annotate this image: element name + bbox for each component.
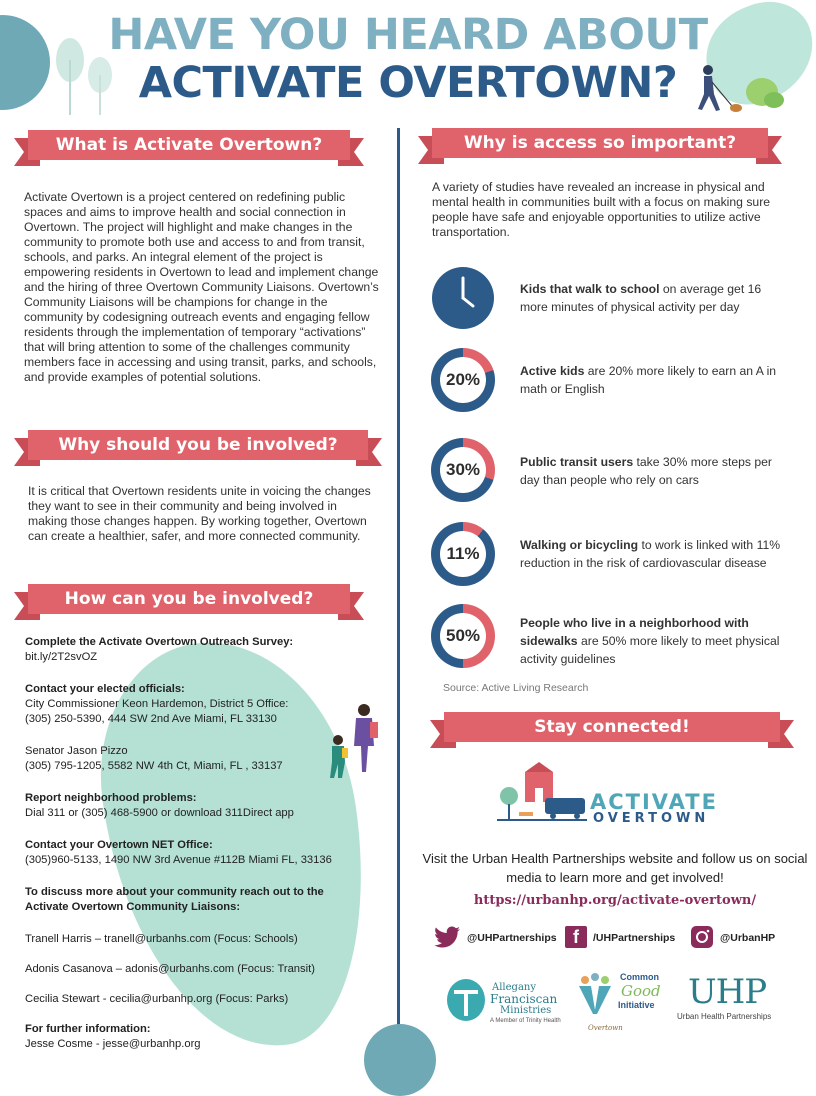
twitter-icon[interactable] bbox=[433, 926, 461, 950]
section-heading-why: Why should you be involved? bbox=[28, 430, 368, 460]
activate-overtown-logo-line2: OVERTOWN bbox=[593, 811, 710, 826]
official1-line1: City Commissioner Keon Hardemon, District 5 Office: bbox=[25, 698, 289, 710]
page-title-line2: ACTIVATE OVERTOWN? bbox=[138, 58, 678, 108]
facebook-icon[interactable]: f bbox=[565, 926, 587, 948]
uhp-logo-text: UHP bbox=[688, 972, 767, 1012]
allegany-line1: Allegany bbox=[492, 982, 536, 993]
stat-item-4 bbox=[428, 522, 798, 588]
liaison-1[interactable]: Tranell Harris – tranell@urbanhs.com (Focus: Schools) bbox=[25, 933, 298, 945]
column-divider bbox=[397, 128, 400, 1056]
stat-rest-4: to work is linked with 11% reduction in the risk of cardiovascular disease bbox=[520, 538, 781, 570]
section-heading-stay: Stay connected! bbox=[444, 712, 780, 742]
liaisons-title-2: Activate Overtown Community Liaisons: bbox=[25, 901, 241, 913]
officials-title: Contact your elected officials: bbox=[25, 683, 185, 695]
common-good-initiative-logo-mark bbox=[575, 972, 615, 1014]
stat-item-3 bbox=[428, 438, 798, 504]
official2-line2: (305) 795-1205, 5582 NW 4th Ct, Miami, FL , 33137 bbox=[25, 760, 283, 772]
access-body-text: A variety of studies have revealed an increase in physical and mental health in communities built with a focus on making sure people have safe and enjoyable opportunities to utilize active transportation. bbox=[432, 180, 771, 239]
stat-item-2 bbox=[428, 348, 798, 414]
section-ribbon-how bbox=[14, 584, 364, 620]
problems-title: Report neighborhood problems: bbox=[25, 792, 197, 804]
percent-ring-50 bbox=[431, 604, 495, 668]
percent-label-50: 50% bbox=[440, 613, 486, 659]
stat-item-5 bbox=[428, 604, 798, 670]
instagram-handle[interactable]: @UrbanHP bbox=[720, 932, 776, 944]
stat-text-5 bbox=[520, 614, 790, 668]
liaisons-title-1: To discuss more about your community reach out to the bbox=[25, 886, 324, 898]
stat-text-3 bbox=[520, 453, 790, 489]
stat-bold-2: Active kids bbox=[520, 364, 585, 378]
allegany-line2: Franciscan bbox=[490, 992, 558, 1006]
stat-bold-3: Public transit users bbox=[520, 455, 634, 469]
stat-rest-2: are 20% more likely to earn an A in math or English bbox=[520, 364, 777, 396]
section-heading-how: How can you be involved? bbox=[28, 584, 350, 614]
stat-bold-1: Kids that walk to school bbox=[520, 282, 660, 296]
what-body-text: Activate Overtown is a project centered on redefining public spaces and aims to improve health and social connection in Overtown. The project will highlight and make changes in the community to promote both use and access to and from transit, schools, and parks. An integral element of the project is empowering residents in Overtown to lead and implement change and the hiring of three Overtown Community Liaisons. Overtown’s Community Liaisons will be champions for change in the community by codesigning outreach events and engaging fellow residents through the implementation of temporary “activations” that will bring attention to some of the challenges community members face in accessing and using transit, parks, and schools, and provide examples of potential solutions. bbox=[24, 190, 379, 384]
stat-rest-5: are 50% more likely to meet physical activity guidelines bbox=[520, 634, 780, 666]
why-body-text: It is critical that Overtown residents unite in voicing the changes they want to see in their community and being involved in making those changes happen. By working together, Overtown can create a healthier, safer, and more connected community. bbox=[28, 484, 371, 543]
section-ribbon-what bbox=[14, 130, 364, 166]
net-title: Contact your Overtown NET Office: bbox=[25, 839, 213, 851]
allegany-sub: A Member of Trinity Health bbox=[490, 1018, 561, 1024]
section-ribbon-why bbox=[14, 430, 382, 466]
cgi-sub: Overtown bbox=[588, 1024, 623, 1032]
facebook-handle[interactable]: /UHPartnerships bbox=[593, 932, 676, 944]
net-body: (305)960-5133, 1490 NW 3rd Avenue #112B Miami FL, 33136 bbox=[25, 854, 332, 866]
section-heading-what: What is Activate Overtown? bbox=[28, 130, 350, 160]
liaison-2[interactable]: Adonis Casanova – adonis@urbanhs.com (Focus: Transit) bbox=[25, 963, 315, 975]
percent-label-11: 11% bbox=[440, 531, 486, 577]
further-body[interactable]: Jesse Cosme - jesse@urbanhp.org bbox=[25, 1038, 201, 1050]
stat-text-2 bbox=[520, 362, 790, 398]
stat-bold-4: Walking or bicycling bbox=[520, 538, 639, 552]
allegany-franciscan-logo-mark bbox=[446, 978, 486, 1022]
uhp-logo-sub: Urban Health Partnerships bbox=[677, 1012, 772, 1021]
instagram-icon[interactable] bbox=[690, 925, 714, 949]
stat-rest-1: on average get 16 more minutes of physical activity per day bbox=[520, 282, 762, 314]
section-ribbon-stay bbox=[430, 712, 794, 748]
page-title-line1: HAVE YOU HEARD ABOUT bbox=[108, 10, 708, 60]
problems-body: Dial 311 or (305) 468-5900 or download 311Direct app bbox=[25, 807, 294, 819]
stat-text-4 bbox=[520, 536, 790, 572]
survey-link[interactable]: bit.ly/2T2svOZ bbox=[25, 651, 98, 663]
percent-label-30: 30% bbox=[440, 447, 486, 493]
liaison-3[interactable]: Cecilia Stewart - cecilia@urbanhp.org (Focus: Parks) bbox=[25, 993, 289, 1005]
stat-text-1 bbox=[520, 280, 790, 316]
stat-rest-3: take 30% more steps per day than people who rely on cars bbox=[520, 455, 772, 487]
twitter-handle[interactable]: @UHPartnerships bbox=[467, 932, 557, 944]
percent-ring-20 bbox=[431, 348, 495, 412]
activate-overtown-logo-graphic bbox=[497, 758, 587, 826]
stat-item-1 bbox=[428, 266, 798, 332]
how-contact-block bbox=[25, 635, 385, 1052]
percent-label-20: 20% bbox=[440, 357, 486, 403]
source-note: Source: Active Living Research bbox=[443, 682, 589, 694]
cgi-line2: Good bbox=[621, 982, 661, 1000]
percent-ring-11 bbox=[431, 522, 495, 586]
further-title: For further information: bbox=[25, 1023, 151, 1035]
official1-line2: (305) 250-5390, 444 SW 2nd Ave Miami, FL 33130 bbox=[25, 713, 277, 725]
decorative-circle-bottom bbox=[364, 1024, 436, 1096]
cgi-line3: Initiative bbox=[618, 1000, 655, 1010]
cgi-line1: Common bbox=[620, 972, 659, 982]
visit-text: Visit the Urban Health Partnerships website and follow us on social media to learn more and get involved! bbox=[422, 851, 808, 885]
percent-ring-30 bbox=[431, 438, 495, 502]
stat-bold-5: People who live in a neighborhood with sidewalks bbox=[520, 616, 749, 648]
allegany-line3: Ministries bbox=[500, 1005, 552, 1016]
activate-overtown-logo-line1: ACTIVATE bbox=[590, 790, 718, 814]
clock-icon bbox=[431, 266, 495, 330]
website-link[interactable]: https://urbanhp.org/activate-overtown/ bbox=[473, 893, 757, 908]
section-heading-access: Why is access so important? bbox=[432, 128, 768, 158]
section-ribbon-access bbox=[418, 128, 782, 164]
official2-line1: Senator Jason Pizzo bbox=[25, 745, 128, 757]
survey-title: Complete the Activate Overtown Outreach Survey: bbox=[25, 636, 294, 648]
